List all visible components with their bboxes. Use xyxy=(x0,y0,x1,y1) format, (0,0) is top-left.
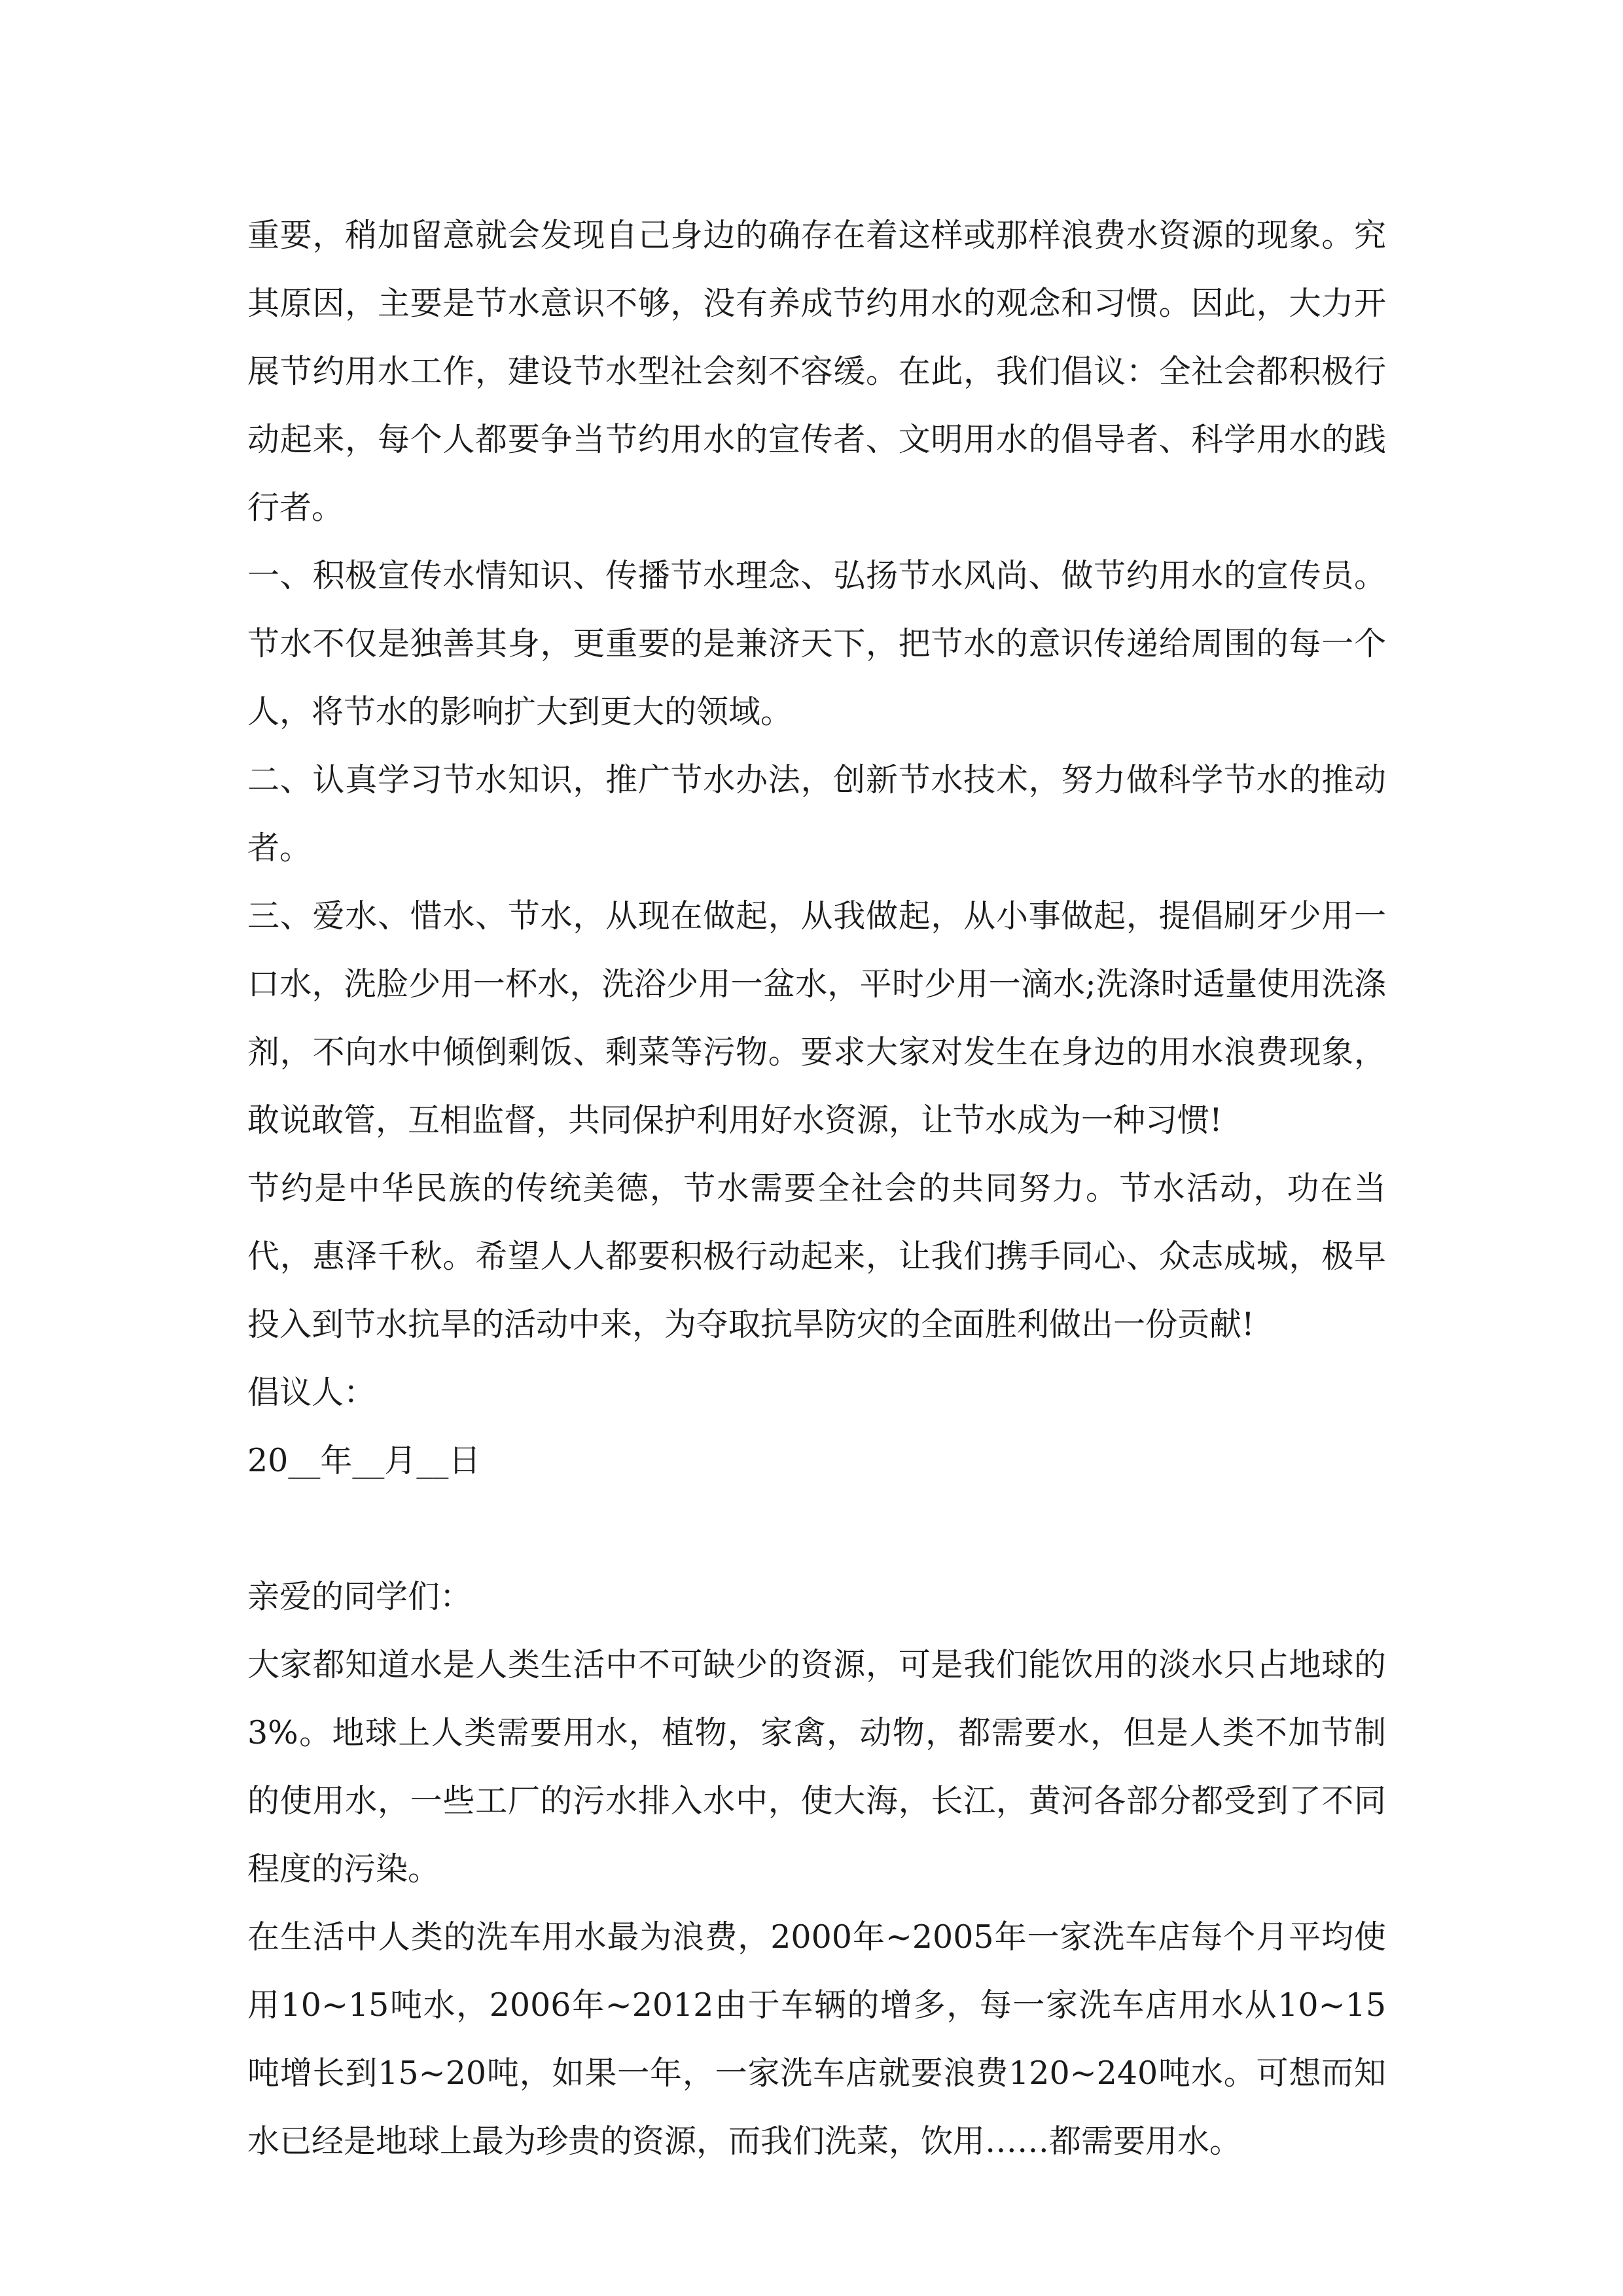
proposer-label: 倡议人： xyxy=(247,1374,376,1411)
speech-greeting: 亲爱的同学们： xyxy=(247,1578,473,1615)
date-line: 20__年__月__日 xyxy=(247,1442,481,1479)
section-gap xyxy=(247,1495,1386,1563)
proposal-intro-paragraph: 重要，稍加留意就会发现自己身边的确存在着这样或那样浪费水资源的现象。究其原因，主要是节水意识不够，没有养成节约用水的观念和习惯。因此，大力开展节约用水工作，建设节水型社会刻不容缓。在此，我们倡议：全社会都积极行动起来，每个人都要争当节约用水的宣传者、文明用水的倡导者、科学用水的践行者。 xyxy=(247,217,1386,526)
proposal-closing-paragraph: 节约是中华民族的传统美德，节水需要全社会的共同努力。节水活动，功在当代，惠泽千秋。希望人人都要积极行动起来，让我们携手同心、众志成城，极早投入到节水抗旱的活动中来，为夺取抗旱防灾的全面胜利做出一份贡献! xyxy=(247,1170,1386,1343)
speech-paragraph-car-wash: 在生活中人类的洗车用水最为浪费，2000年~2005年一家洗车店每个月平均使用10~15吨水，2006年~2012由于车辆的增多，每一家洗车店用水从10~15吨增长到15~20吨，如果一年，一家洗车店就要浪费120~240吨水。可想而知水已经是地球上最为珍贵的资源，而我们洗菜，饮用……都需要用水。 xyxy=(247,1918,1386,2160)
proposal-item-two: 二、认真学习节水知识，推广节水办法，创新节水技术，努力做科学节水的推动者。 xyxy=(247,761,1386,867)
proposal-item-three: 三、爱水、惜水、节水，从现在做起，从我做起，从小事做起，提倡刷牙少用一口水，洗脸少用一杯水，洗浴少用一盆水，平时少用一滴水;洗涤时适量使用洗涤剂，不向水中倾倒剩饭、剩菜等污物。要求大家对发生在身边的用水浪费现象，敢说敢管，互相监督，共同保护利用好水资源，让节水成为一种习惯! xyxy=(247,897,1386,1139)
document-body xyxy=(247,202,1386,2176)
speech-paragraph-water-resource: 大家都知道水是人类生活中不可缺少的资源，可是我们能饮用的淡水只占地球的3%。地球上人类需要用水，植物，家禽，动物，都需要水，但是人类不加节制的使用水，一些工厂的污水排入水中，使大海，长江，黄河各部分都受到了不同程度的污染。 xyxy=(247,1646,1386,1888)
proposal-item-one: 一、积极宣传水情知识、传播节水理念、弘扬节水风尚、做节约用水的宣传员。节水不仅是独善其身，更重要的是兼济天下，把节水的意识传递给周围的每一个人，将节水的影响扩大到更大的领域。 xyxy=(247,557,1386,730)
